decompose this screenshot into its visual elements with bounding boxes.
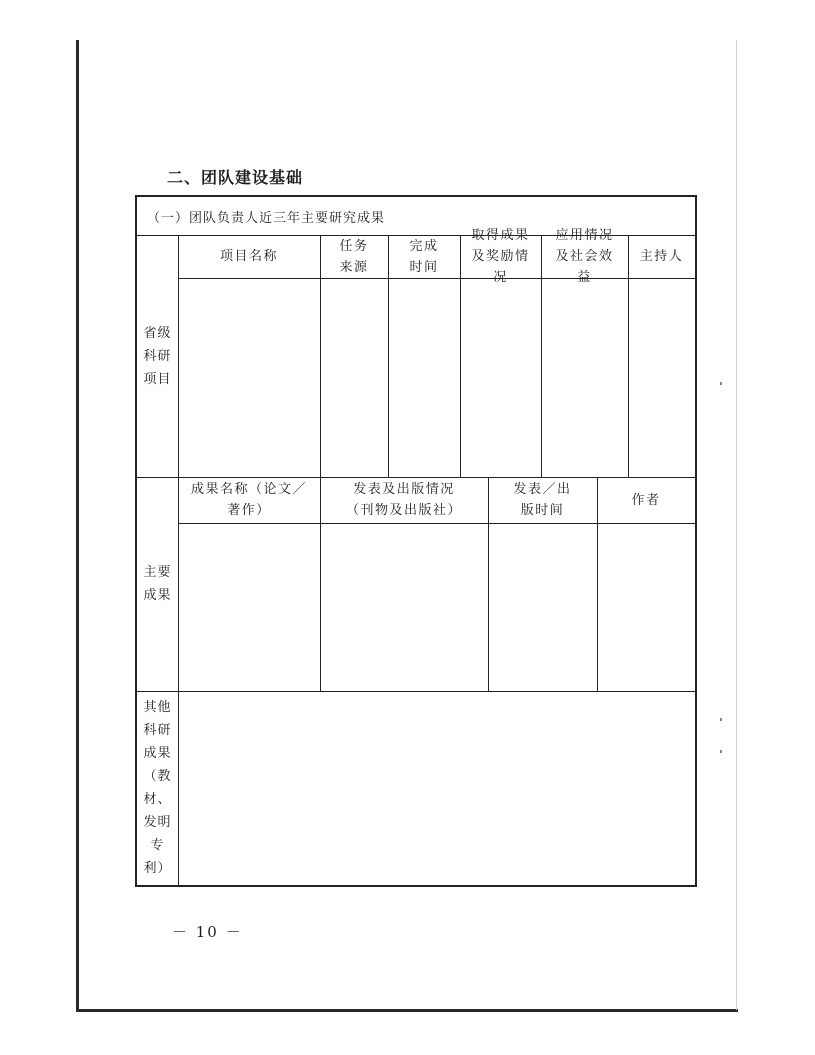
section-b-header-divider	[178, 523, 695, 524]
header-author: 作者	[631, 492, 661, 508]
scan-speck	[720, 382, 722, 385]
header-task-source: 任务来源	[339, 238, 369, 275]
header-application-benefits: 应用情况及社会效益	[555, 228, 614, 285]
scan-speck	[720, 750, 722, 753]
header-publication-info: 发表及出版情况（刊物及出版社）	[345, 482, 462, 518]
scan-border-bottom	[76, 1009, 738, 1012]
scan-speck	[720, 718, 722, 721]
achievement-form-table	[135, 195, 697, 887]
row-label-other-achievements: 其他科研成果（教材、发明专利）	[143, 700, 172, 876]
table-caption: （一）团队负责人近三年主要研究成果	[147, 210, 386, 226]
header-publication-time: 发表／出版时间	[513, 482, 572, 518]
section-title: 二、团队建设基础	[167, 168, 304, 187]
scan-border-right	[736, 40, 737, 1010]
header-completion-time: 完成时间	[409, 238, 439, 275]
other-achievements-content-area	[178, 691, 695, 885]
row-label-main-achievements: 主要成果	[143, 565, 172, 603]
row-label-provincial-projects: 省级科研项目	[143, 325, 172, 387]
header-principal: 主持人	[639, 249, 684, 264]
page-number: － 10 －	[172, 923, 243, 941]
header-results-awards: 取得成果及奖励情况	[471, 228, 530, 285]
scan-border-left	[76, 40, 79, 1012]
header-project-name: 项目名称	[219, 249, 278, 264]
header-achievement-name: 成果名称（论文／著作）	[190, 482, 307, 518]
